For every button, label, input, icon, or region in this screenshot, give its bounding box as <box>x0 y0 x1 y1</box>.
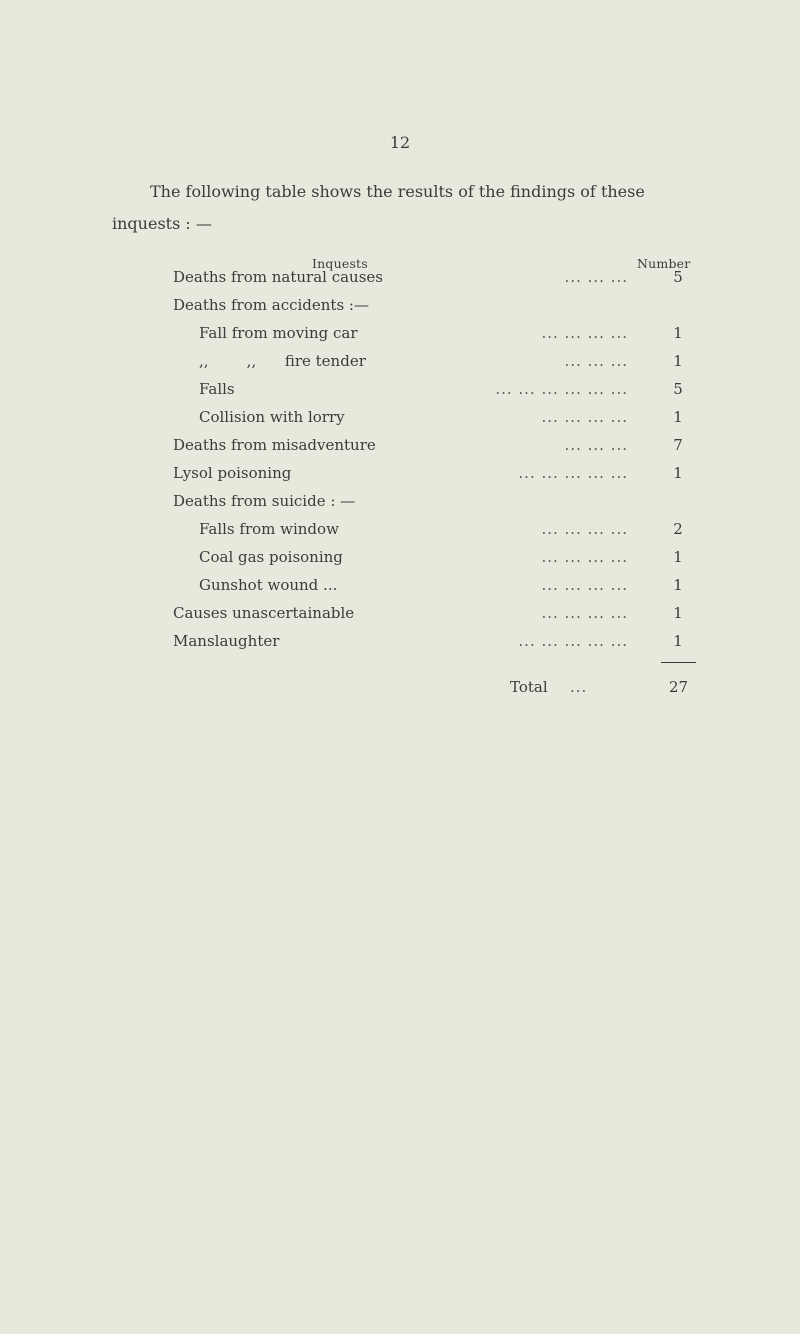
row-label: Falls from window <box>199 520 339 538</box>
column-header-inquests: Inquests <box>312 256 368 271</box>
row-value: 5 <box>673 380 683 398</box>
table-row <box>0 576 800 604</box>
table-row <box>0 380 800 408</box>
row-value: 1 <box>673 576 683 594</box>
row-leader-dots: ... ... ... <box>564 268 628 286</box>
table-row <box>0 436 800 464</box>
row-label: Collision with lorry <box>199 408 345 426</box>
table-row <box>0 408 800 436</box>
total-label: Total <box>510 678 548 696</box>
row-leader-dots: ... ... ... ... <box>541 576 628 594</box>
row-value: 2 <box>673 520 683 538</box>
row-label: Causes unascertainable <box>173 604 355 622</box>
total-value: 27 <box>668 678 689 696</box>
row-label: Falls <box>199 380 235 398</box>
row-label: Manslaughter <box>173 632 280 650</box>
row-leader-dots: ... ... ... <box>564 436 628 454</box>
row-value: 1 <box>673 604 683 622</box>
row-label: Fall from moving car <box>199 324 358 342</box>
row-label: Gunshot wound ... <box>199 576 338 594</box>
row-leader-dots: ... ... ... ... ... <box>518 632 628 650</box>
row-value: 1 <box>673 352 683 370</box>
row-label: Coal gas poisoning <box>199 548 343 566</box>
row-label: Deaths from accidents :— <box>173 296 369 314</box>
row-label: Lysol poisoning <box>173 464 292 482</box>
table-row <box>0 520 800 548</box>
table-row <box>0 352 800 380</box>
table-row <box>0 296 800 324</box>
row-leader-dots: ... ... ... ... <box>541 520 628 538</box>
total-rule <box>661 662 696 663</box>
row-label: Deaths from misadventure <box>173 436 376 454</box>
row-leader-dots: ... ... ... ... ... <box>518 464 628 482</box>
row-leader-dots: ... ... ... <box>564 352 628 370</box>
table-row <box>0 632 800 660</box>
intro-line-1: The following table shows the results of the findings of these <box>150 182 645 201</box>
table-row <box>0 324 800 352</box>
intro-line-2: inquests : — <box>112 214 212 233</box>
table-row <box>0 548 800 576</box>
row-leader-dots: ... ... ... ... <box>541 408 628 426</box>
row-value: 7 <box>673 436 683 454</box>
table-row <box>0 268 800 296</box>
row-value: 1 <box>673 408 683 426</box>
row-label: Deaths from suicide : — <box>173 492 356 510</box>
table-row <box>0 604 800 632</box>
row-label: Deaths from natural causes <box>173 268 383 286</box>
total-dots: ... <box>570 678 588 696</box>
table-row <box>0 492 800 520</box>
row-value: 5 <box>673 268 683 286</box>
row-value: 1 <box>673 632 683 650</box>
row-leader-dots: ... ... ... ... <box>541 548 628 566</box>
row-value: 1 <box>673 464 683 482</box>
row-leader-dots: ... ... ... ... <box>541 324 628 342</box>
intro-paragraph <box>112 176 712 240</box>
row-leader-dots: ... ... ... ... <box>541 604 628 622</box>
row-label: ,, ,, fire tender <box>199 352 366 370</box>
row-value: 1 <box>673 548 683 566</box>
column-header-number: Number <box>637 256 691 271</box>
row-value: 1 <box>673 324 683 342</box>
table-row <box>0 464 800 492</box>
page-number: 12 <box>389 133 411 152</box>
row-leader-dots: ... ... ... ... ... ... <box>495 380 628 398</box>
